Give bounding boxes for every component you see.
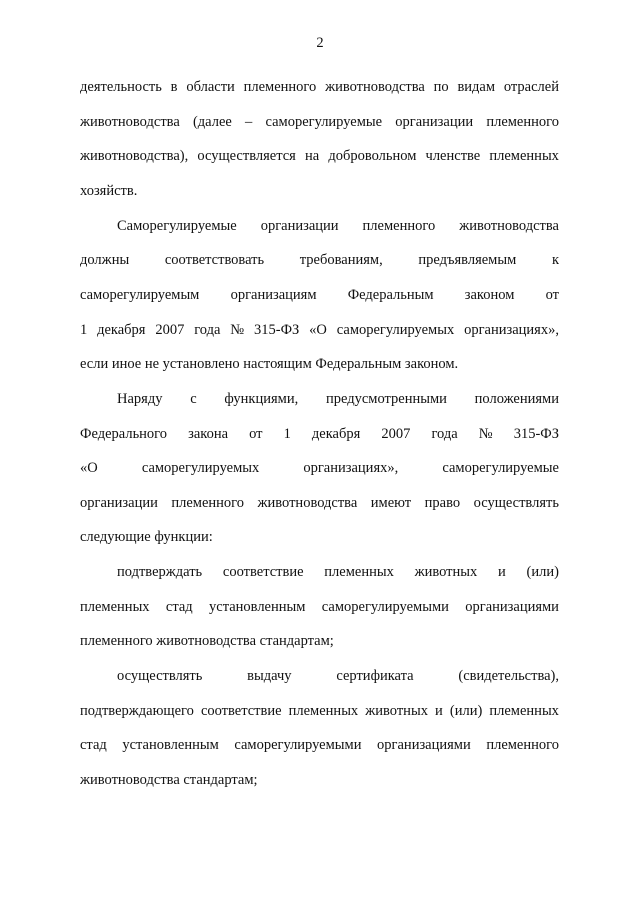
word: животных xyxy=(365,703,428,719)
word: 2007 xyxy=(381,426,411,442)
word: саморегулируемые xyxy=(265,114,383,130)
word: положениями xyxy=(474,391,559,407)
word: саморегулируемых xyxy=(141,460,260,476)
word: племенного животноводства стандартам; xyxy=(80,633,334,649)
word: декабря xyxy=(97,322,146,338)
word: 315-ФЗ xyxy=(254,322,300,338)
word: «О xyxy=(80,460,98,476)
text-line xyxy=(80,701,559,721)
word: саморегулируемыми xyxy=(234,737,362,753)
word: Федерального xyxy=(80,426,168,442)
text-line xyxy=(80,735,559,755)
word: 2007 xyxy=(155,322,185,338)
word: животноводства xyxy=(459,218,559,234)
word: от xyxy=(249,426,263,442)
word: видам xyxy=(457,79,496,95)
word: декабря xyxy=(311,426,361,442)
word: осуществлять xyxy=(117,668,203,684)
word: Федеральным xyxy=(347,287,434,303)
text-line xyxy=(80,250,559,270)
word: саморегулируемым xyxy=(80,287,200,303)
word: животноводства), xyxy=(80,148,189,164)
text-line xyxy=(117,666,559,686)
word: хозяйств. xyxy=(80,183,138,199)
word: от xyxy=(545,287,559,303)
word: следующие функции: xyxy=(80,529,213,545)
word: подтверждать xyxy=(117,564,203,580)
word: года xyxy=(431,426,458,442)
word: организациях», xyxy=(303,460,399,476)
text-line xyxy=(80,458,559,478)
text-line xyxy=(117,389,559,409)
word: деятельность xyxy=(80,79,162,95)
word: в xyxy=(170,79,178,95)
word: (или) xyxy=(449,703,483,719)
word: имеют xyxy=(370,495,412,511)
word: (или) xyxy=(526,564,559,580)
word: закона xyxy=(188,426,229,442)
word: если иное не установлено настоящим Федеральным законом. xyxy=(80,356,459,372)
word: предъявляемым xyxy=(418,252,517,268)
word: право xyxy=(424,495,461,511)
word: законом xyxy=(464,287,515,303)
word: соответствовать xyxy=(164,252,265,268)
text-line xyxy=(80,146,559,166)
word: саморегулируемые xyxy=(442,460,559,476)
word: соответствие xyxy=(200,703,282,719)
word: сертификата xyxy=(336,668,414,684)
text-line xyxy=(80,320,559,340)
word: года xyxy=(194,322,221,338)
word: предусмотренными xyxy=(325,391,447,407)
word: с xyxy=(190,391,197,407)
text-line xyxy=(80,597,559,617)
word: на xyxy=(304,148,320,164)
word: требованиям, xyxy=(299,252,383,268)
word: выдачу xyxy=(247,668,292,684)
word: Саморегулируемые xyxy=(117,218,237,234)
word: животных xyxy=(414,564,478,580)
word: животноводства xyxy=(80,114,180,130)
word: и xyxy=(498,564,506,580)
word: добровольном xyxy=(328,148,417,164)
word: организациями xyxy=(377,737,471,753)
word: племенных xyxy=(80,599,150,615)
word: племенного xyxy=(362,218,436,234)
word: племенного xyxy=(243,79,317,95)
text-line xyxy=(80,181,559,201)
word: животноводства стандартам; xyxy=(80,772,258,788)
word: организациях», xyxy=(464,322,559,338)
word: осуществлять xyxy=(473,495,559,511)
word: к xyxy=(551,252,559,268)
word: племенных xyxy=(489,703,559,719)
word: организациями xyxy=(465,599,559,615)
word: племенного xyxy=(171,495,245,511)
word: 1 xyxy=(283,426,291,442)
word: саморегулируемых xyxy=(336,322,455,338)
word: установленным xyxy=(122,737,219,753)
text-line xyxy=(80,631,559,651)
word: животноводства xyxy=(325,79,425,95)
text-line xyxy=(80,493,559,513)
word: племенных xyxy=(288,703,359,719)
text-line xyxy=(80,354,559,374)
word: организации xyxy=(260,218,339,234)
word: функциями, xyxy=(224,391,299,407)
word: области xyxy=(186,79,235,95)
word: соответствие xyxy=(222,564,304,580)
word: установленным xyxy=(209,599,306,615)
text-line xyxy=(80,77,559,97)
word: – xyxy=(245,114,253,130)
page-number: 2 xyxy=(316,35,324,51)
text-line xyxy=(80,527,559,547)
word: членстве xyxy=(425,148,481,164)
word: 315-ФЗ xyxy=(513,426,559,442)
text-line xyxy=(80,770,559,790)
text-line xyxy=(80,285,559,305)
word: по xyxy=(433,79,449,95)
word: стад xyxy=(80,737,107,753)
word: и xyxy=(435,703,443,719)
text-line xyxy=(80,424,559,444)
word: племенных xyxy=(489,148,559,164)
word: Наряду xyxy=(117,391,163,407)
word: № xyxy=(230,322,245,338)
word: отраслей xyxy=(503,79,559,95)
word: должны xyxy=(80,252,130,268)
word: 1 xyxy=(80,322,88,338)
word: организациям xyxy=(230,287,317,303)
text-line xyxy=(117,216,559,236)
word: саморегулируемыми xyxy=(321,599,449,615)
word: (свидетельства), xyxy=(458,668,559,684)
word: (далее xyxy=(192,114,232,130)
word: № xyxy=(478,426,493,442)
word: племенных xyxy=(324,564,394,580)
word: животноводства xyxy=(257,495,358,511)
text-line xyxy=(117,562,559,582)
word: подтверждающего xyxy=(80,703,194,719)
word: организации xyxy=(395,114,474,130)
word: племенного xyxy=(486,114,559,130)
word: организации xyxy=(80,495,158,511)
word: осуществляется xyxy=(197,148,296,164)
word: племенного xyxy=(486,737,559,753)
word: стад xyxy=(165,599,193,615)
word: «О xyxy=(309,322,327,338)
text-line xyxy=(80,112,559,132)
